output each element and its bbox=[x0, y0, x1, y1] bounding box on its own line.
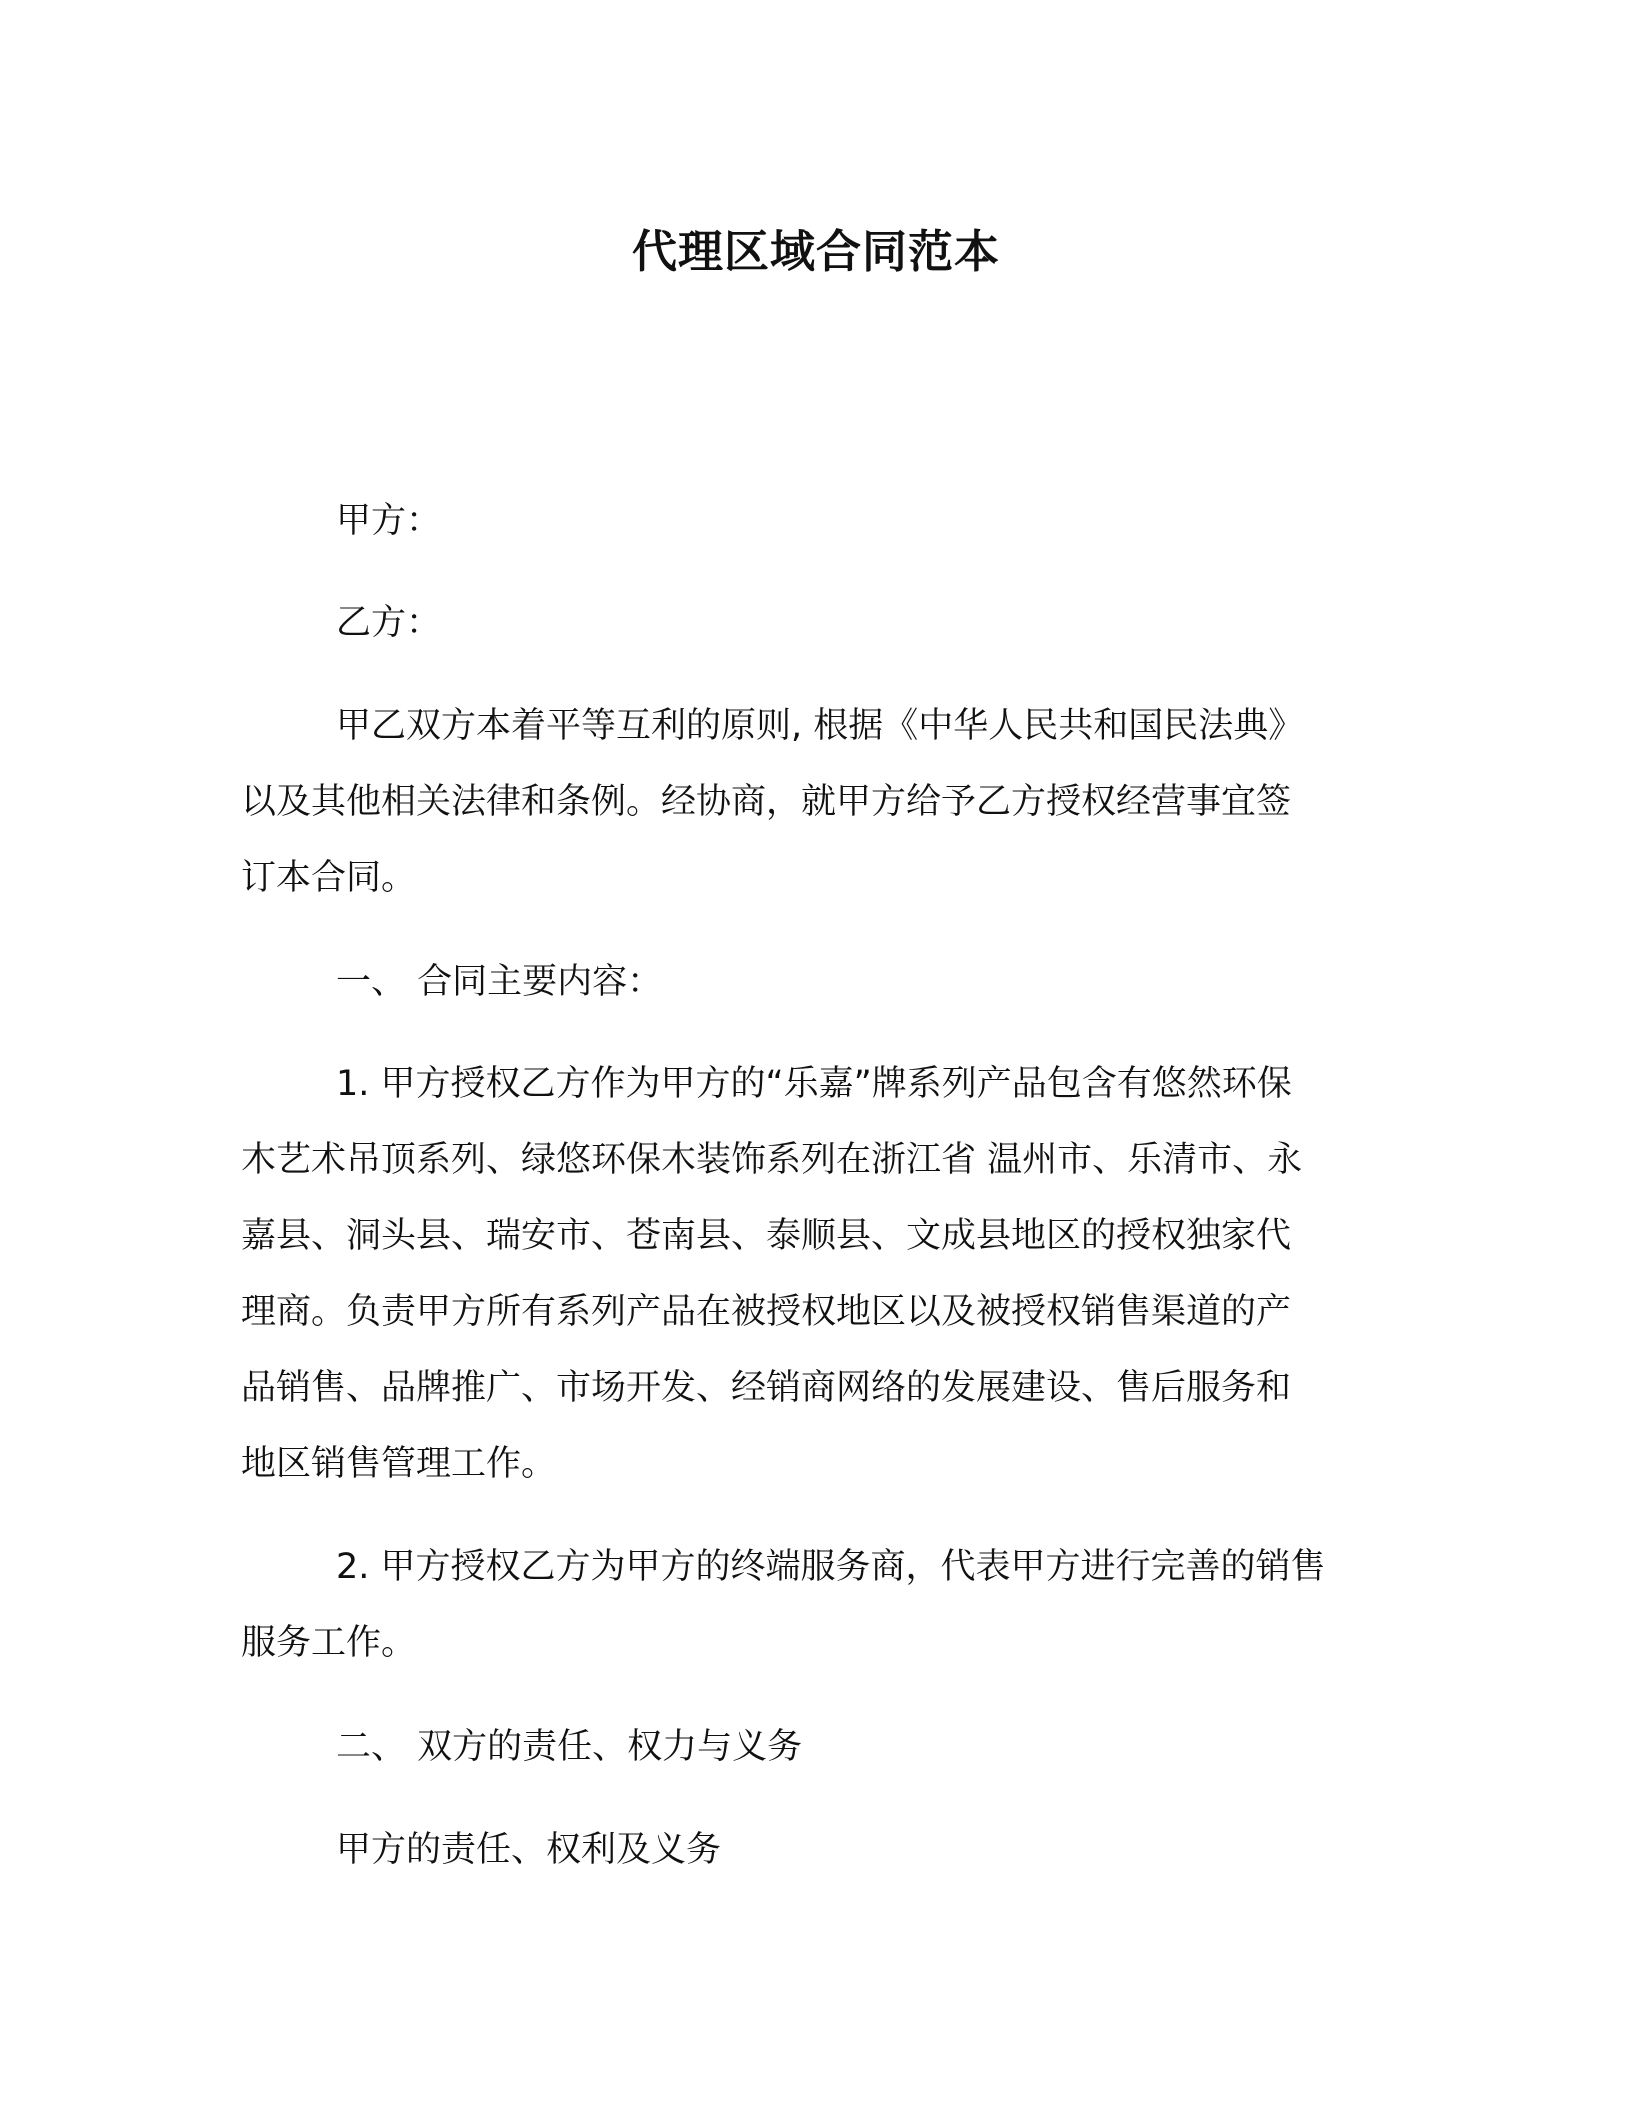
preamble-line-3: 订本合同。 bbox=[241, 858, 417, 898]
clause-1-line-4: 理商。负责甲方所有系列产品在被授权地区以及被授权销售渠道的产 bbox=[241, 1292, 1292, 1332]
clause-1-line-5: 品销售、品牌推广、市场开发、经销商网络的发展建设、售后服务和 bbox=[241, 1368, 1292, 1408]
clause-2-line-1: 2. 甲方授权乙方为甲方的终端服务商，代表甲方进行完善的销售 bbox=[336, 1547, 1326, 1587]
party-b-label: 乙方： bbox=[336, 603, 442, 643]
party-a-label: 甲方： bbox=[336, 501, 442, 541]
clause-1-line-1: 1. 甲方授权乙方作为甲方的“乐嘉”牌系列产品包含有悠然环保 bbox=[336, 1064, 1292, 1104]
preamble-line-1: 甲乙双方本着平等互利的原则, 根据《中华人民共和国民法典》 bbox=[336, 706, 1304, 746]
clause-1-line-6: 地区销售管理工作。 bbox=[241, 1444, 557, 1484]
sub-heading-party-a-duties: 甲方的责任、权利及义务 bbox=[336, 1830, 722, 1870]
clause-2-line-2: 服务工作。 bbox=[241, 1623, 417, 1663]
clause-1-line-2: 木艺术吊顶系列、绿悠环保木装饰系列在浙江省 温州市、乐清市、永 bbox=[241, 1140, 1303, 1180]
section-2-heading: 二、 双方的责任、权力与义务 bbox=[336, 1727, 803, 1767]
document-title: 代理区域合同范本 bbox=[631, 225, 1000, 278]
section-1-heading: 一、 合同主要内容： bbox=[336, 962, 663, 1002]
clause-1-line-3: 嘉县、洞头县、瑞安市、苍南县、泰顺县、文成县地区的授权独家代 bbox=[241, 1216, 1292, 1256]
preamble-line-2: 以及其他相关法律和条例。经协商，就甲方给予乙方授权经营事宜签 bbox=[241, 782, 1292, 822]
